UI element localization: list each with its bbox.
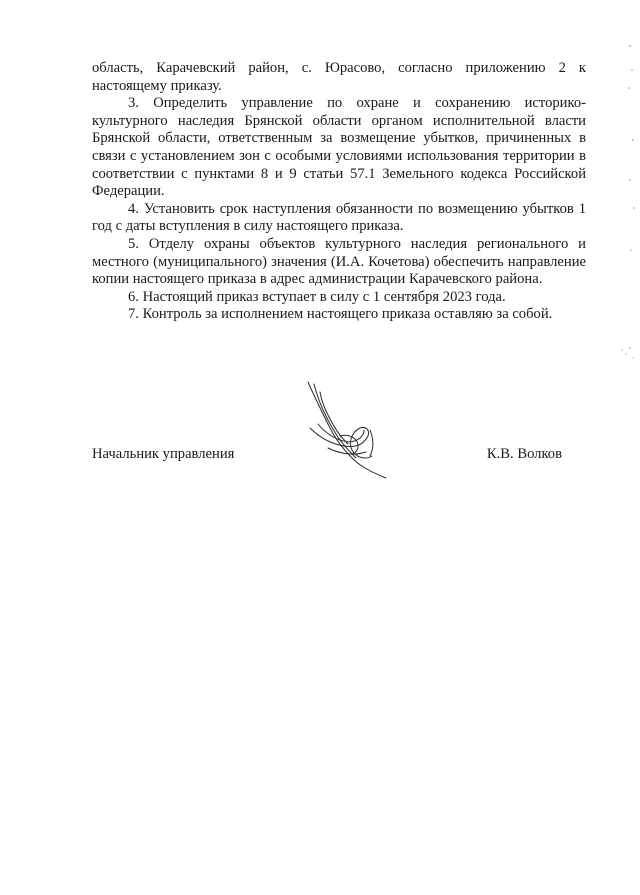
document-body [92,60,586,324]
paragraph-item-4: 4. Установить срок наступления обязанности по возмещению убытков 1 год с даты вступления в силу настоящего приказа. [92,200,586,235]
scan-edge-marks [608,30,638,390]
paragraph-item-6: 6. Настоящий приказ вступает в силу с 1 сентября 2023 года. [128,288,506,305]
paragraph-item-7: 7. Контроль за исполнением настоящего приказа оставляю за собой. [128,306,553,323]
signatory-title: Начальник управления [92,446,235,462]
handwritten-signature [300,378,400,483]
paragraph-continuation: область, Карачевский район, с. Юрасово, согласно приложению 2 к настоящему приказу. [92,60,586,94]
paragraph-item-5: 5. Отделу охраны объектов культурного наследия регионального и местного (муниципального) значения (И.А. Кочетова) обеспечить направление копии настоящего приказа в адрес администрации Карачевского района. [92,235,586,288]
paragraph-item-3: 3. Определить управление по охране и сохранению историко-культурного наследия Брянской области органом исполнительной власти Брянской области, ответственным за возмещение убытков, причиненных в связи с установлением зон с особыми условиями использования территории в соответствии с пунктами 8 и 9 статьи 57.1 Земельного кодекса Российской Федерации. [92,95,586,200]
signatory-name: К.В. Волков [486,446,562,462]
